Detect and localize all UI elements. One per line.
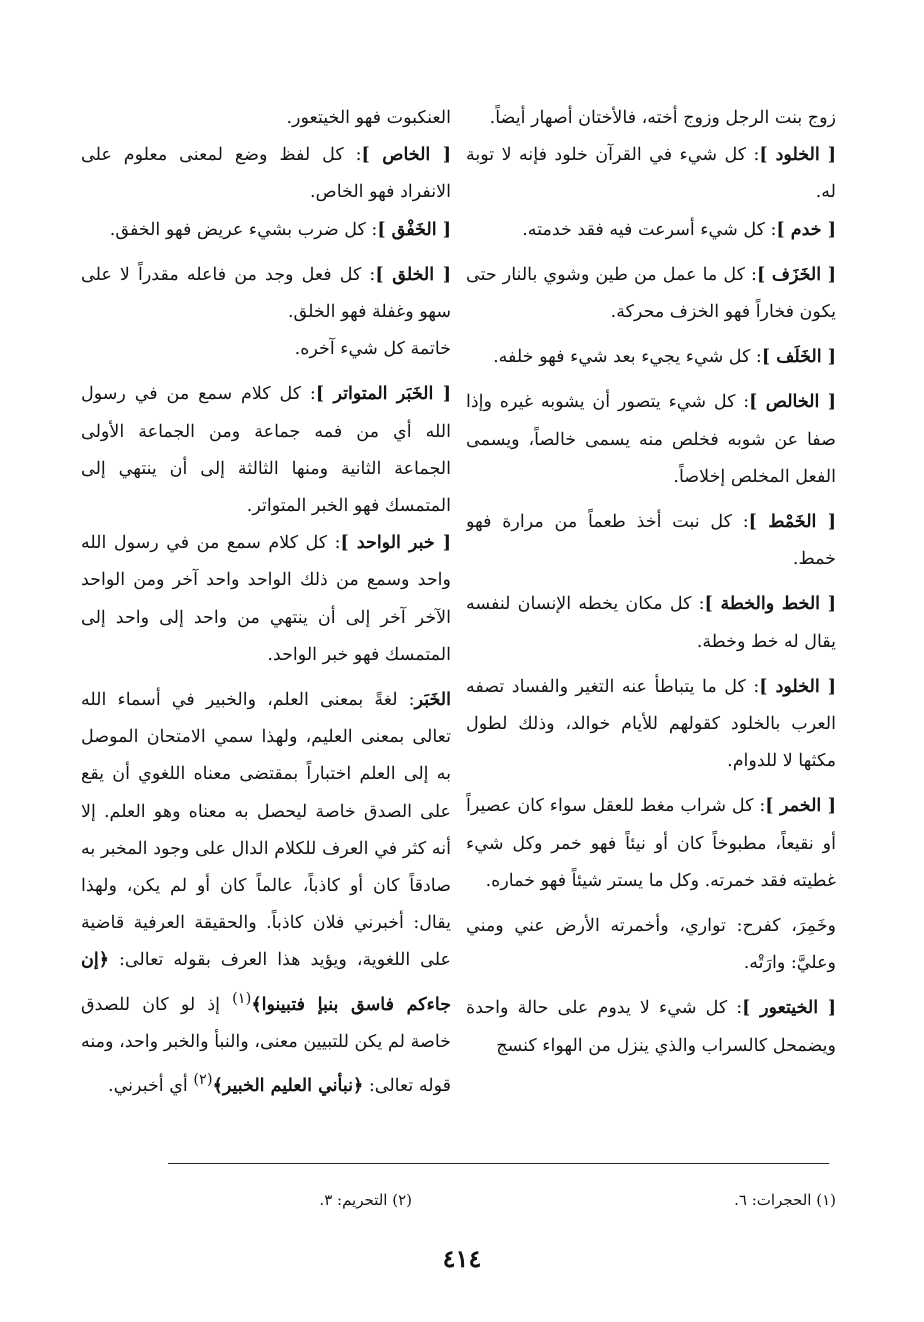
entry-term: [ الخلق ]	[375, 264, 451, 285]
footnote-2: (٢) التحريم: ٣.	[319, 1191, 412, 1209]
entry-right-7	[466, 586, 836, 660]
entry-term: [ الخالص ]	[749, 392, 836, 413]
footnote-separator	[168, 1163, 829, 1164]
entry-left-7	[81, 682, 451, 1105]
entry-text: : كل شيء في القرآن خلود فإنه لا توبة له.	[466, 145, 836, 203]
entry-right-4	[466, 339, 836, 376]
entry-text: وخَمِرَ، كفرح: تواري، وأخمرته الأرض عني ومني وعليَّ: وارَتْه.	[466, 916, 836, 974]
entry-text: : كل شيء يجيء بعد شيء فهو خلفه.	[493, 347, 762, 368]
page-number: ٤١٤	[442, 1244, 482, 1273]
entry-term: [ الخمر ]	[765, 796, 836, 817]
entry-text: : كل شيء لا يدوم على حالة واحدة ويضمحل كالسراب والذي ينزل من الهواء كنسج	[466, 998, 836, 1056]
entry-term: [ الخَزَف ]	[756, 264, 836, 285]
entry-term: [ الخيتعور ]	[742, 998, 836, 1019]
entry-right-6	[466, 504, 836, 578]
entry-text: العنكبوت فهو الخيتعور.	[286, 108, 451, 128]
entry-right-5	[466, 384, 836, 496]
entry-text: : كل كلام سمع من في رسول الله أي من فمه جماعة ومن الجماعة الأولى الجماعة الثانية ومنها الثالثة إلى أن ينتهي إلى المتمسك فهو الخبر المتواتر.	[81, 384, 451, 517]
entry-left-2	[81, 212, 451, 249]
entry-text: : كل شيء أسرعت فيه فقد خدمته.	[522, 219, 777, 240]
quran-verse-2: ﴿نبأني العليم الخبير﴾	[212, 1075, 364, 1096]
entry-text: زوج بنت الرجل وزوج أخته، فالأختان أصهار أيضاً.	[489, 108, 836, 128]
entry-left-0	[81, 100, 451, 137]
entry-text: : كل لفظ وضع لمعنى معلوم على الانفراد فهو الخاص.	[81, 145, 451, 203]
entry-right-10	[466, 908, 836, 982]
entry-right-3	[466, 257, 836, 331]
entry-left-6	[81, 525, 451, 674]
entry-right-11	[466, 990, 836, 1064]
entry-right-9	[466, 788, 836, 900]
entry-text-continued: إذ لو كان للصدق خاصة لم يكن للتبيين معنى، والنبأ والخبر واحد، ومنه قوله تعالى:	[81, 994, 451, 1096]
entry-term: الخَبَر	[414, 690, 451, 711]
entry-right-0	[466, 100, 836, 137]
right-column	[466, 100, 836, 1150]
entry-left-1	[81, 137, 451, 211]
entry-text-end: أي أخبرني.	[108, 1075, 194, 1096]
left-column	[81, 100, 451, 1150]
footnote-marker-1: (١)	[232, 989, 252, 1007]
footnote-1: (١) الحجرات: ٦.	[734, 1191, 836, 1209]
entry-text: : كل ما عمل من طين وشوي بالنار حتى يكون فخاراً فهو الخزف محركة.	[466, 264, 836, 323]
entry-text: : كل كلام سمع من في رسول الله واحد وسمع من ذلك الواحد واحد آخر ومن الواحد الآخر آخر إلى أن ينتهي من واحد إلى واحد إلى المتمسك فهو خبر الواحد.	[81, 533, 451, 665]
entry-text: : كل فعل وجد من فاعله مقدراً لا على سهو وغفلة فهو الخلق.	[81, 264, 451, 323]
footnote-marker-2: (٢)	[193, 1070, 213, 1088]
entry-text: : كل ضرب بشيء عريض فهو الخفق.	[109, 219, 378, 240]
entry-term: [ خدم ]	[776, 219, 836, 240]
entry-term: [ الخط والخطة ]	[704, 594, 836, 615]
entry-text: : كل شراب مغط للعقل سواء كان عصيراً أو نقيعاً، مطبوخاً كان أو نيئاً فهو خمر وكل شيء غطيته فقد خمرته. وكل ما يستر شيئاً فهو خماره.	[466, 796, 836, 891]
entry-text: خاتمة كل شيء آخره.	[294, 339, 451, 360]
entry-term: [ الخلود ]	[759, 145, 836, 166]
entry-term: [ الخَلَف ]	[761, 347, 836, 368]
entry-term: [ الخَمْط ]	[748, 512, 836, 533]
entry-left-4	[81, 331, 451, 368]
entry-left-5	[81, 376, 451, 525]
entry-term: [ الخَفْق ]	[377, 219, 451, 240]
entry-term: [ الخَبَر المتواتر ]	[315, 384, 451, 405]
entry-text: : كل شيء يتصور أن يشوبه غيره وإذا صفا عن شوبه فخلص منه يسمى خالصاً، ويسمى الفعل المخلص إخلاصاً.	[466, 392, 836, 487]
entry-right-2	[466, 212, 836, 249]
entry-term: [ الخاص ]	[361, 145, 451, 166]
entry-text: : كل ما يتباطأ عنه التغير والفساد تصفه العرب بالخلود كقولهم للأيام خوالد، وذلك لطول مكثها لا للدوام.	[466, 676, 836, 772]
entry-term: [ الخلود ]	[759, 676, 836, 697]
entry-text: : كل مكان يخطه الإنسان لنفسه يقال له خط وخطة.	[466, 594, 836, 652]
entry-right-8	[466, 669, 836, 781]
quran-verse-1: ﴿إن جاءكم فاسق بنبإ فتبينوا﴾	[81, 950, 451, 1015]
entry-text: : كل نبت أخذ طعماً من مرارة فهو خمط.	[466, 512, 836, 570]
entry-left-3	[81, 257, 451, 331]
entry-text: : لغةً بمعنى العلم، والخبير في أسماء الله تعالى بمعنى العليم، ولهذا سمي الامتحان الموصل به إلى العلم اختباراً بمقتضى معناه اللغوي أن يقع على الصدق خاصة ليحصل به معناه وهو العلم. إلا أنه كثر في العرف للكلام الدال على وجود المخبر به صادقاً كان أو كاذباً، عالماً كان أو لم يكن، ولهذا يقال: أخبرني فلان كاذباً. والحقيقة العرفية قاضية على اللغوية، ويؤيد هذا العرف بقوله تعالى:	[81, 690, 451, 971]
entry-term: [ خبر الواحد ]	[340, 533, 451, 554]
entry-right-1	[466, 137, 836, 211]
